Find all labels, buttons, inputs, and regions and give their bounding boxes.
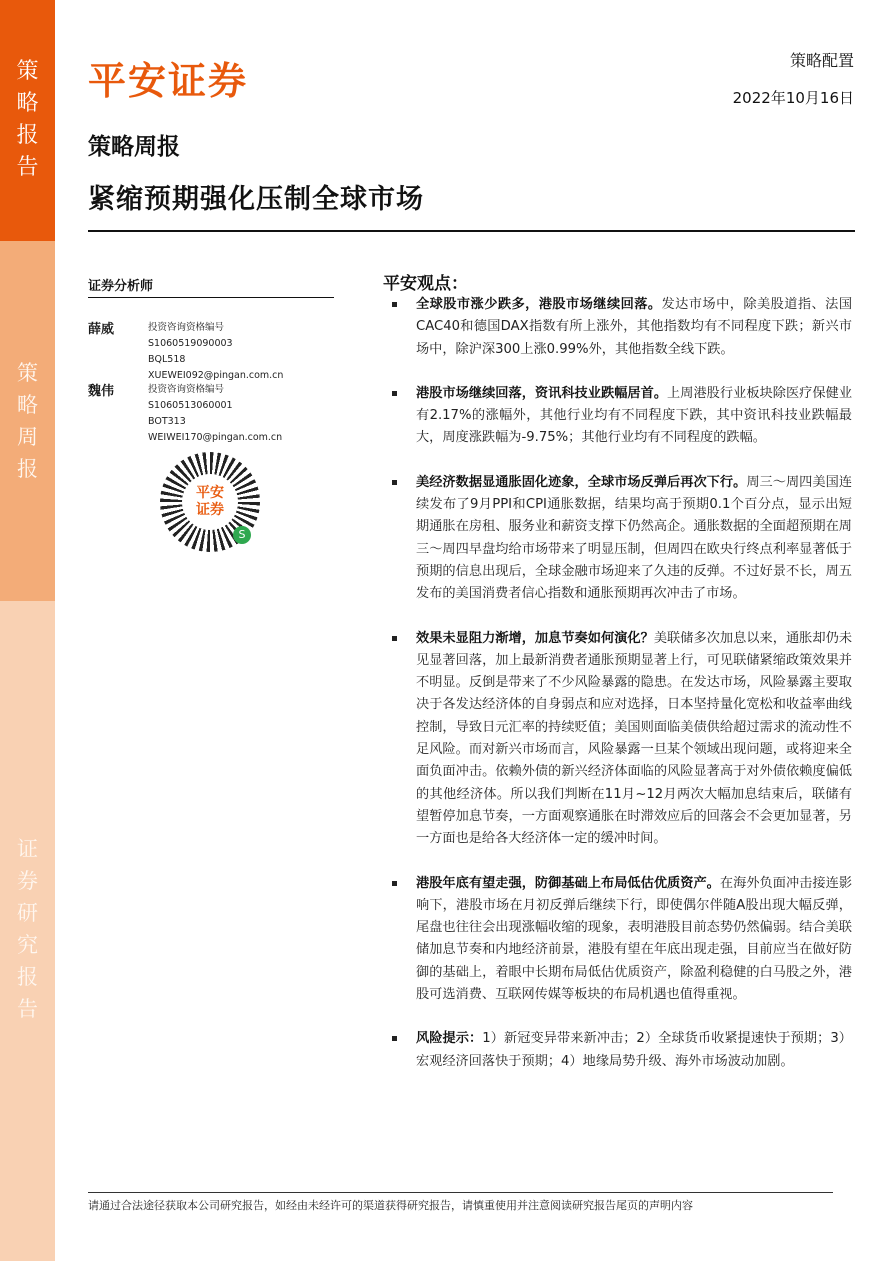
viewpoint-item-heading: 港股年底有望走强，防御基础上布局低估优质资产。 xyxy=(416,875,720,891)
viewpoint-item-text: 1）新冠变异带来新冲击；2）全球货币收紧提速快于预期；3）宏观经济回落快于预期；4）地缘局势升级、海外市场波动加剧。 xyxy=(416,1031,852,1069)
viewpoint-item-text: 美联储多次加息以来，通胀却仍未见显著回落，加上最新消费者通胀预期显著上行，可见联储紧缩政策效果并不明显。反倒是带来了不少风险暴露的隐患。在发达市场，风险暴露主要取决于各发达经济体的自身弱点和应对选择，日本坚持量化宽松和收益率曲线控制，导致日元汇率的持续贬值；美国则面临美债供给超过需求的流动性不足风险。而对新兴市场而言，风险暴露一旦某个领域出现问题，或将迎来全面负面冲击。依赖外债的新兴经济体面临的风险显著高于对外债依赖度偏低的其他经济体。所以我们判断在11月~12月两次大幅加息结束后，联储有望暂停加息节奏，一方面观察通胀在时滞效应后的回落会不会更加显著，另一方面也是给各大经济体一定的缓冲时间。 xyxy=(416,630,853,847)
analyst-name: 魏伟 xyxy=(88,384,115,399)
document-type: 策略配置 xyxy=(789,51,854,70)
sidebar-char: 证 xyxy=(17,837,38,861)
mini-program-icon: S xyxy=(233,526,251,544)
viewpoint-item-text: 发达市场中，除美股道指、法国CAC40和德国DAX指数有所上涨外，其他指数均有不同程度下跌；新兴市场中，除沪深300上涨0.99%外，其他指数全线下跌。 xyxy=(416,297,853,357)
sidebar-char: 报 xyxy=(17,457,38,481)
viewpoint-item-heading: 美经济数据显通胀固化迹象，全球市场反弹后再次下行。 xyxy=(416,474,747,490)
sidebar-char: 告 xyxy=(17,997,38,1021)
sidebar-label-weekly xyxy=(0,357,55,485)
sidebar-char: 策 xyxy=(17,361,38,385)
viewpoint-item-heading: 效果未显阻力渐增，加息节奏如何演化？ xyxy=(416,630,654,646)
sidebar-label-research xyxy=(0,833,55,1025)
company-logo: 平安证券 xyxy=(88,59,249,103)
sidebar-char: 周 xyxy=(17,425,38,449)
viewpoint-item-text: 周三～周四美国连续发布了9月PPI和CPI通胀数据，结果均高于预期0.1个百分点，显示出短期通胀在房租、服务业和薪资支撑下仍然高企。通胀数据的全面超预期在周三～周四早盘均给市场带来了明显压制，但周四在欧央行终点利率显著低于预期的信息出现后，全球金融市场迎来了久违的反弹。不过好景不长，周五发布的美国消费者信心指数和通胀预期再次冲击了市场。 xyxy=(416,474,853,602)
sidebar-char: 告 xyxy=(16,155,39,180)
analyst-email[interactable]: WEIWEI170@pingan.com.cn xyxy=(148,432,283,443)
sidebar-char: 券 xyxy=(17,869,38,893)
cert-number: S1060513060001 xyxy=(148,400,233,411)
qr-logo xyxy=(182,474,238,530)
viewpoint-list xyxy=(390,294,852,1095)
sidebar-char: 究 xyxy=(17,933,38,957)
footer-divider xyxy=(88,1192,833,1193)
viewpoint-item-heading: 港股市场继续回落，资讯科技业跌幅居首。 xyxy=(416,385,668,401)
sidebar-label-strategy-report xyxy=(0,56,55,184)
bullet-square-icon xyxy=(392,302,397,307)
report-series: 策略周报 xyxy=(88,134,180,160)
viewpoint-item xyxy=(390,472,852,606)
viewpoint-item xyxy=(390,294,852,361)
bullet-square-icon xyxy=(392,636,397,641)
analyst-email[interactable]: XUEWEI092@pingan.com.cn xyxy=(148,370,284,381)
cert-number: S1060519090003 xyxy=(148,338,233,349)
document-date: 2022年10月16日 xyxy=(732,89,854,107)
analyst-code: BQL518 xyxy=(148,354,186,365)
viewpoint-item xyxy=(390,628,852,851)
viewpoint-item xyxy=(390,873,852,1007)
analysts-heading: 证券分析师 xyxy=(88,279,154,294)
sidebar-char: 报 xyxy=(16,123,39,148)
footer-disclaimer: 请通过合法途径获取本公司研究报告，如经由未经许可的渠道获得研究报告，请慎重使用并注意阅读研究报告尾页的声明内容 xyxy=(88,1199,693,1212)
sidebar-char: 报 xyxy=(17,965,38,989)
bullet-square-icon xyxy=(392,480,397,485)
bullet-square-icon xyxy=(392,391,397,396)
cert-label: 投资咨询资格编号 xyxy=(148,384,225,395)
cert-label: 投资咨询资格编号 xyxy=(148,322,225,333)
viewpoint-item-text: 在海外负面冲击接连影响下，港股市场在月初反弹后继续下行，即使偶尔伴随A股出现大幅反弹，尾盘也往往会出现涨幅收缩的现象，表明港股目前态势仍然偏弱。结合美联储加息节奏和内地经济前景，港股有望在年底出现走强，目前应当在做好防御的基础上，着眼中长期布局低估优质资产，除盈利稳健的白马股之外，港股可选消费、互联网传媒等板块的布局机遇也值得重视。 xyxy=(416,875,853,1003)
analyst-code: BOT313 xyxy=(148,416,186,427)
analyst-name: 薛威 xyxy=(88,322,115,337)
risk-warning-item xyxy=(390,1028,852,1073)
bullet-square-icon xyxy=(392,881,397,886)
sidebar-char: 研 xyxy=(17,901,38,925)
viewpoint-item-text: 上周港股行业板块除医疗保健业有2.17%的涨幅外，其他行业均有不同程度下跌，其中资讯科技业跌幅最大，周度涨跌幅为-9.75%；其他行业均有不同程度的跌幅。 xyxy=(416,385,853,446)
sidebar-char: 略 xyxy=(17,393,38,417)
qr-logo-line: 平安 xyxy=(196,485,224,501)
viewpoint-title: 平安观点： xyxy=(383,274,468,294)
viewpoint-item xyxy=(390,383,852,450)
viewpoint-item-heading: 全球股市涨少跌多，港股市场继续回落。 xyxy=(416,297,662,312)
bullet-square-icon xyxy=(392,1036,397,1041)
qr-logo-line: 证券 xyxy=(196,502,224,518)
sidebar-char: 略 xyxy=(16,91,39,116)
analysts-divider xyxy=(88,297,334,298)
header-divider xyxy=(88,230,855,232)
viewpoint-item-heading: 风险提示： xyxy=(416,1031,483,1047)
page-title: 紧缩预期强化压制全球市场 xyxy=(88,184,424,215)
sidebar-char: 策 xyxy=(16,59,39,84)
